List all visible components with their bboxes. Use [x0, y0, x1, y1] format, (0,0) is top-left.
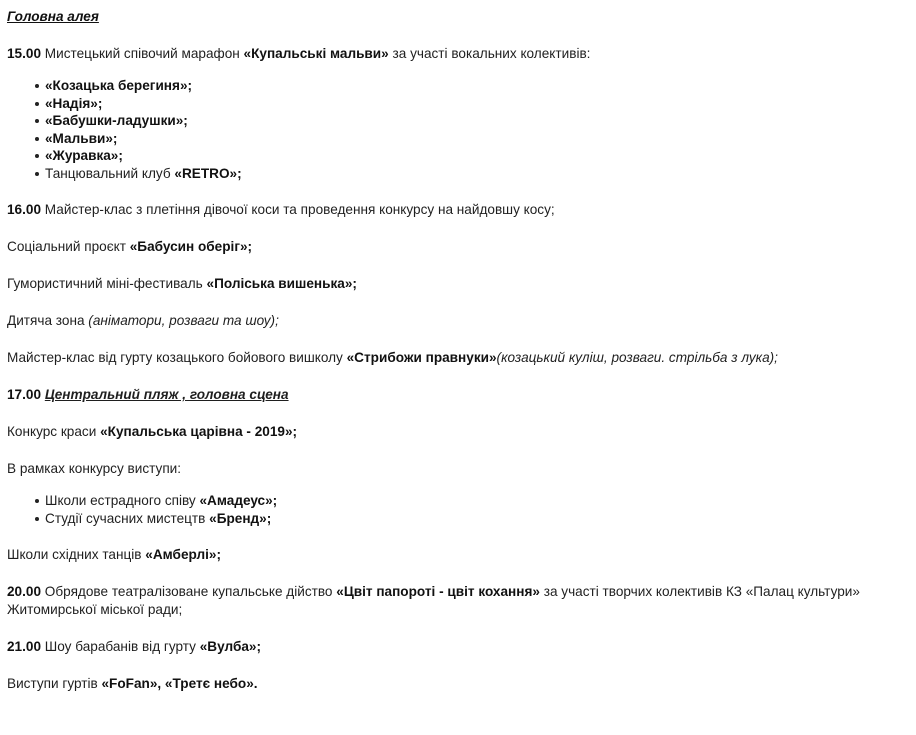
marathon-text: Мистецький співочий марафон: [41, 46, 244, 61]
bullet-icon: [35, 154, 39, 158]
bullet-icon: [35, 499, 39, 503]
paragraph-cossack-masterclass: Майстер-клас від гурту козацького бойового вишколу «Стрибожи правнуки»(козацький куліш, розваги. стрільба з лука);: [7, 350, 778, 365]
contest-performers-list: [7, 492, 908, 527]
list-item: Студії сучасних мистецтв «Бренд»;: [45, 510, 908, 528]
heading-main-alley: Головна алея: [7, 9, 99, 24]
time-20: 20.00: [7, 584, 42, 599]
marathon-title: «Купальські мальви»: [243, 46, 389, 61]
section-heading-main-alley: [7, 8, 908, 26]
paragraph-singing-marathon: [7, 45, 908, 63]
time-21: 21.00: [7, 639, 42, 654]
time-17: 17.00: [7, 387, 42, 402]
list-item: «Журавка»;: [45, 147, 908, 165]
section-heading-central-beach: [7, 386, 908, 404]
bullet-icon: [35, 172, 39, 176]
paragraph-bands: Виступи гуртів «FoFan», «Третє небо».: [7, 676, 258, 691]
list-item: «Надія»;: [45, 95, 908, 113]
bullet-icon: [35, 137, 39, 141]
list-item: «Бабушки-ладушки»;: [45, 112, 908, 130]
paragraph-contest-performances: В рамках конкурсу виступи:: [7, 461, 182, 476]
paragraph-social-project: Соціальний проєкт «Бабусин оберіг»;: [7, 239, 253, 254]
paragraph-braid-masterclass: 16.00 Майстер-клас з плетіння дівочої коси та проведення конкурсу на найдовшу косу;: [7, 202, 555, 217]
marathon-after: за участі вокальних колективів:: [388, 46, 591, 61]
paragraph-ritual-performance: 20.00 Обрядове театралізоване купальське дійство «Цвіт папороті - цвіт кохання» за участі творчих колективів КЗ «Палац культури» Житомирської міської ради;: [7, 584, 860, 617]
bullet-icon: [35, 84, 39, 88]
heading-central-beach: Центральний пляж , головна сцена: [44, 387, 289, 402]
list-item: Танцювальний клуб «RETRO»;: [45, 165, 908, 183]
paragraph-beauty-contest: Конкурс краси «Купальська царівна - 2019»;: [7, 424, 298, 439]
list-item: «Козацька берегиня»;: [45, 77, 908, 95]
paragraph-drum-show: 21.00 Шоу барабанів від гурту «Вулба»;: [7, 639, 261, 654]
time-16: 16.00: [7, 202, 42, 217]
bullet-icon: [35, 517, 39, 521]
paragraph-kids-zone: Дитяча зона (аніматори, розваги та шоу);: [7, 313, 279, 328]
list-item: Школи естрадного співу «Амадеус»;: [45, 492, 908, 510]
time-15: 15.00: [7, 46, 42, 61]
vocal-groups-list: [7, 77, 908, 182]
paragraph-eastern-dance: Школи східних танців «Амберлі»;: [7, 547, 221, 562]
list-item: «Мальви»;: [45, 130, 908, 148]
bullet-icon: [35, 119, 39, 123]
bullet-icon: [35, 102, 39, 106]
paragraph-humor-festival: Гумористичний міні-фестиваль «Поліська вишенька»;: [7, 276, 357, 291]
